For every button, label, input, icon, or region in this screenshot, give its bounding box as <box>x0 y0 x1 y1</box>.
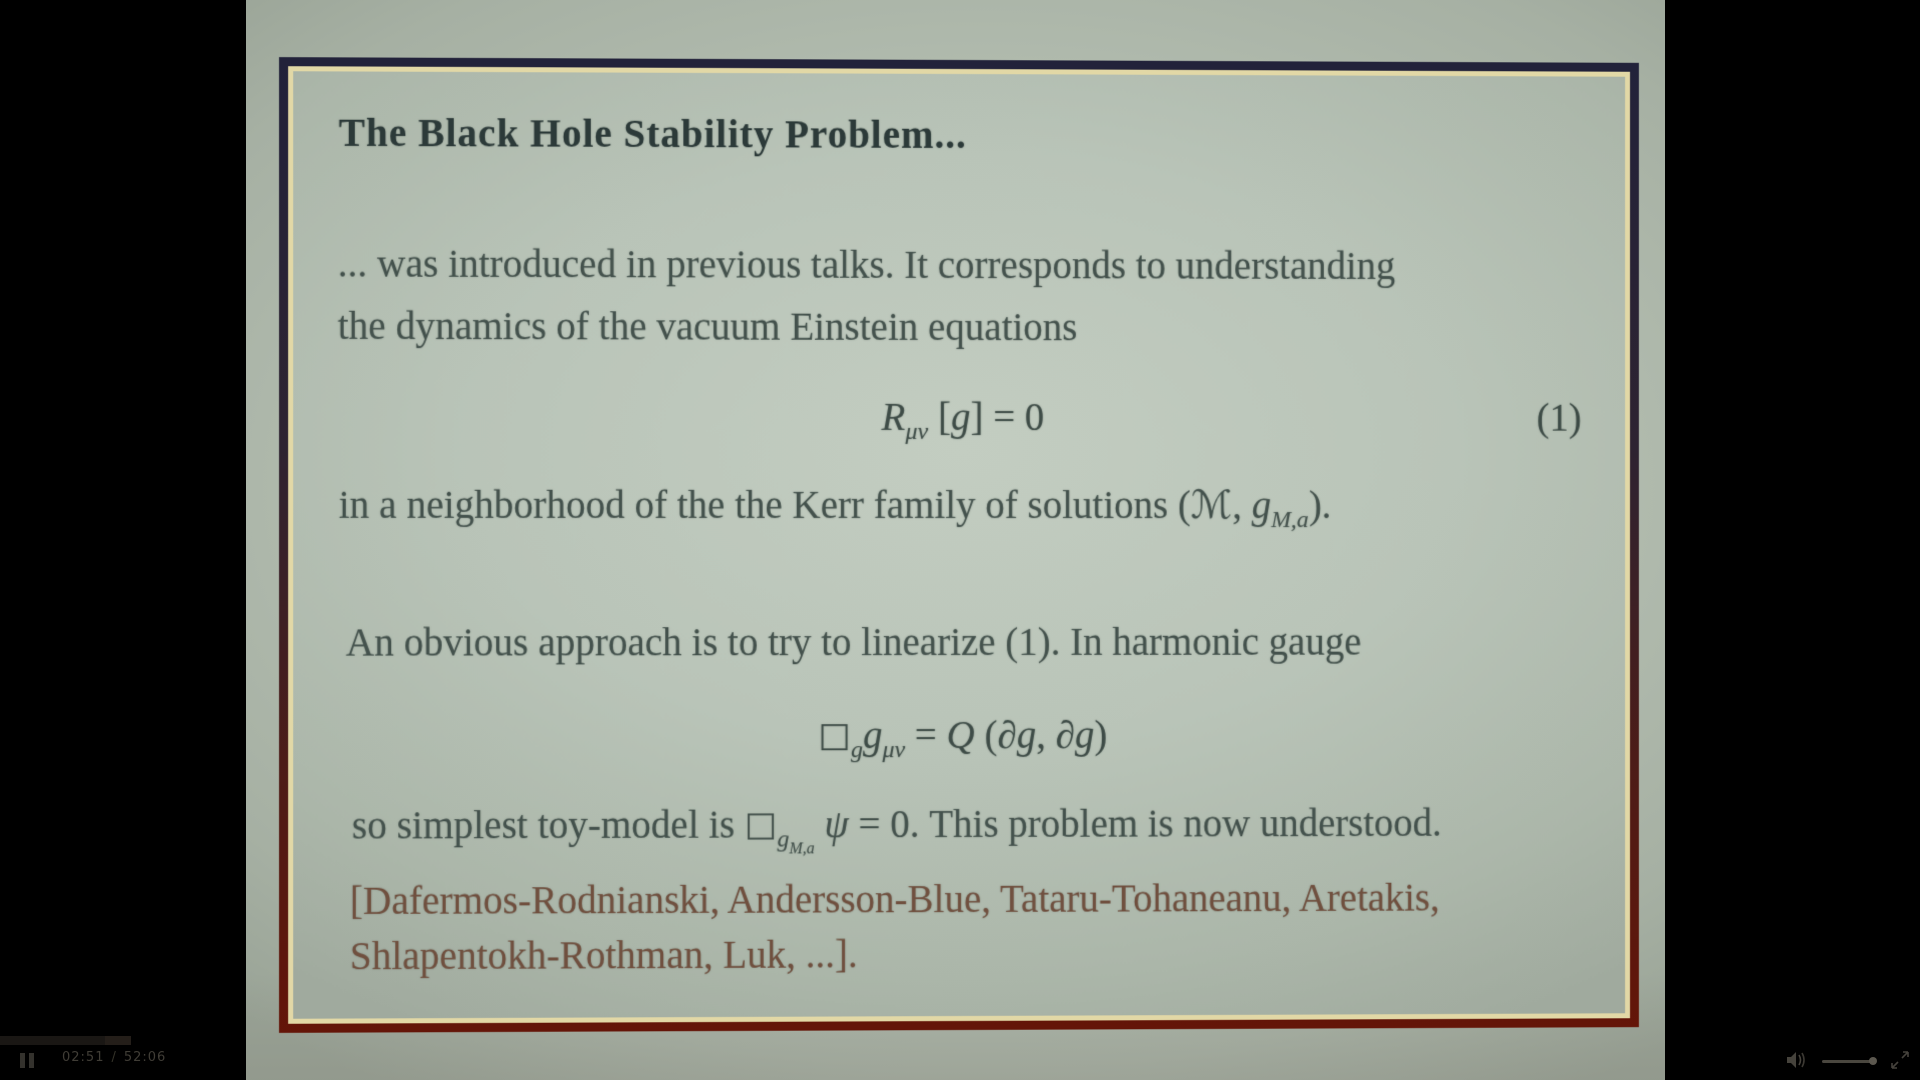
equation-1-number: (1) <box>1536 396 1582 440</box>
equation-2 <box>293 711 1625 766</box>
kerr-text-pre: in a neighborhood of the the Kerr family of solutions ( <box>338 483 1191 528</box>
volume-slider[interactable] <box>1822 1060 1876 1063</box>
pause-icon <box>29 1053 34 1068</box>
equation-1-math: $R_{\mu\nu}$ [g] = 0 <box>881 395 1045 445</box>
video-progress-bar[interactable] <box>0 1036 1920 1045</box>
time-display <box>62 1050 166 1065</box>
toy-math: $□_{gM,a}$ ψ <box>744 803 849 858</box>
slide-frame-inner-line <box>288 66 1630 1024</box>
kerr-math: ℳ, $g_{M,a}$ <box>1190 483 1309 534</box>
projection-screen <box>246 0 1665 1080</box>
volume-icon[interactable] <box>1786 1049 1810 1071</box>
toy-text-pre: so simplest toy-model is <box>351 803 745 848</box>
body-line-1: ... was introduced in previous talks. It corresponds to understanding <box>337 242 1396 288</box>
fullscreen-icon[interactable] <box>1890 1050 1910 1070</box>
current-time: 02:51 <box>62 1050 105 1065</box>
toy-text-post: = 0. This problem is now understood. <box>848 801 1442 847</box>
slide-content <box>293 71 1625 1019</box>
progress-played <box>0 1036 105 1045</box>
pause-button[interactable] <box>20 1053 36 1068</box>
kerr-text-post: ). <box>1308 484 1332 528</box>
references-line-2: Shlapentokh-Rothman, Luk, ...]. <box>349 933 858 979</box>
body-line-2: the dynamics of the vacuum Einstein equations <box>337 304 1078 350</box>
duration: 52:06 <box>123 1050 167 1065</box>
slide-title: The Black Hole Stability Problem... <box>338 111 967 158</box>
body-line-3: An obvious approach is to try to linearize (1). In harmonic gauge <box>345 620 1362 665</box>
progress-buffered <box>105 1036 131 1045</box>
equation-1 <box>293 393 1625 447</box>
pause-icon <box>20 1053 25 1068</box>
body-line-toy <box>352 800 1442 861</box>
slide-frame <box>279 57 1639 1033</box>
references-line-1: [Dafermos-Rodnianski, Andersson-Blue, Tataru-Tohaneanu, Aretakis, <box>349 876 1440 924</box>
body-line-kerr <box>339 482 1332 535</box>
time-separator: / <box>111 1050 117 1065</box>
volume-knob[interactable] <box>1869 1057 1877 1065</box>
equation-2-math: $□_gg_{\mu\nu} = Q$ (∂g, ∂g) <box>818 713 1108 764</box>
